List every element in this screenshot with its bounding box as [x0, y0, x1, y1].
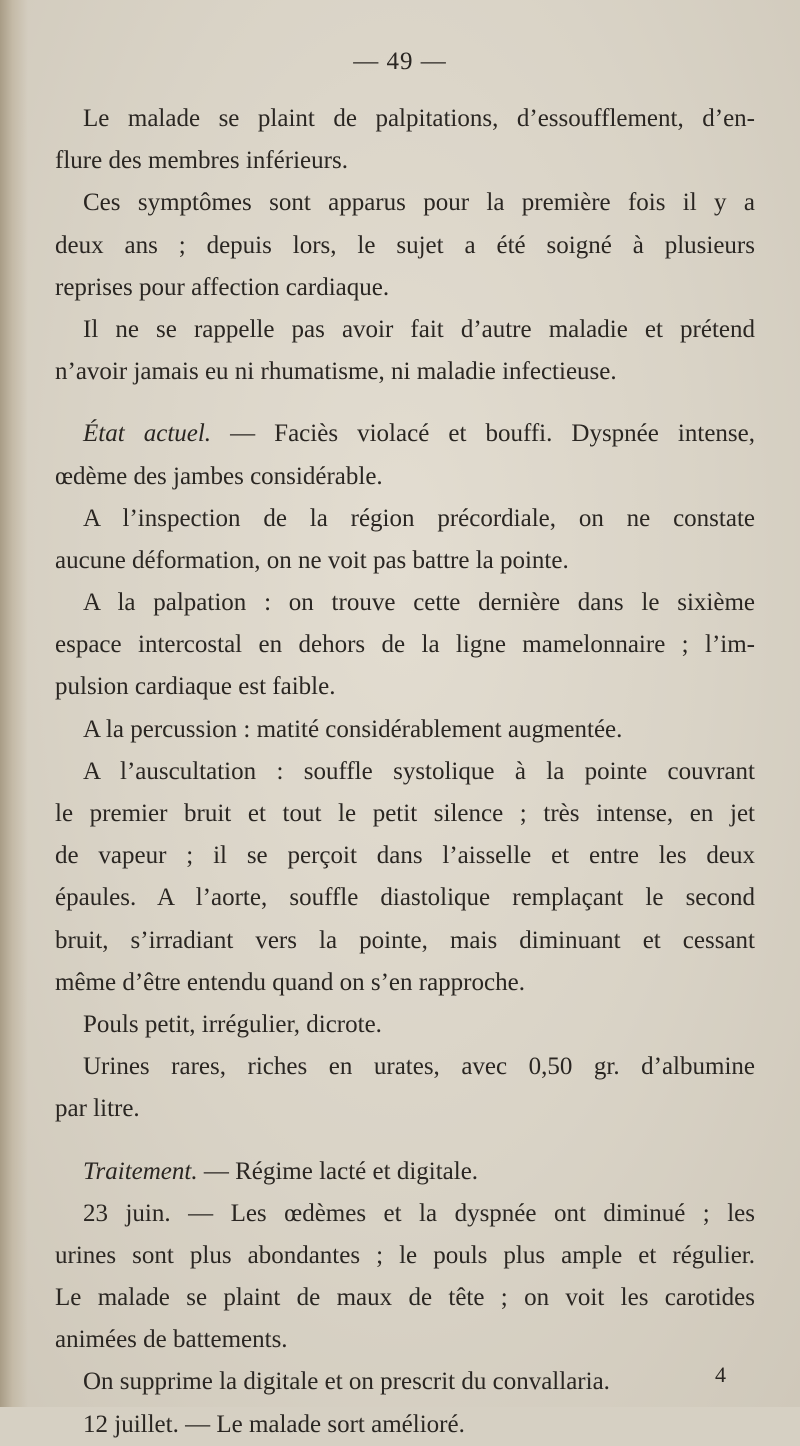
text-line: Le malade se plaint de maux de tête ; on voit les carotides: [55, 1284, 755, 1312]
text-line: épaules. A l’aorte, souffle diastolique remplaçant le second: [55, 884, 755, 912]
text-line: bruit, s’irradiant vers la pointe, mais diminuant et cessant: [55, 926, 755, 954]
text-line: même d’être entendu quand on s’en rapproche.: [55, 968, 525, 996]
text-line: 12 juillet. — Le malade sort amélioré.: [83, 1410, 465, 1438]
text-line: œdème des jambes considérable.: [55, 462, 383, 490]
text-line: urines sont plus abondantes ; le pouls plus ample et régulier.: [55, 1241, 755, 1269]
text-line: A l’auscultation : souffle systolique à la pointe couvrant: [83, 757, 755, 785]
text-line: A la palpation : on trouve cette dernière dans le sixième: [83, 589, 755, 617]
signature-mark: 4: [715, 1362, 726, 1387]
text-line: Il ne se rappelle pas avoir fait d’autre maladie et prétend: [83, 315, 755, 343]
text-line: par litre.: [55, 1095, 140, 1123]
text-line: deux ans ; depuis lors, le sujet a été soigné à plusieurs: [55, 231, 755, 259]
text-line: Ces symptômes sont apparus pour la première fois il y a: [83, 189, 755, 217]
section-heading: État actuel.: [83, 420, 212, 448]
binding-gutter: [0, 0, 28, 1407]
text-line: de vapeur ; il se perçoit dans l’aisselle et entre les deux: [55, 842, 755, 870]
section-heading: Traitement.: [83, 1157, 198, 1185]
text-line: [55, 413, 755, 455]
text-line: espace intercostal en dehors de la ligne mamelonnaire ; l’im-: [55, 631, 755, 659]
text-line: A l’inspection de la région précordiale, on ne constate: [83, 504, 755, 532]
text-line: reprises pour affection cardiaque.: [55, 273, 390, 301]
text-run: — Faciès violacé et bouffi. Dyspnée intense,: [211, 420, 755, 448]
text-line: aucune déformation, on ne voit pas battre la pointe.: [55, 546, 569, 574]
text-line: Pouls petit, irrégulier, dicrote.: [83, 1010, 382, 1038]
text-line: Urines rares, riches en urates, avec 0,50 gr. d’albumine: [83, 1053, 755, 1081]
text-line: On supprime la digitale et on prescrit du convallaria.: [83, 1368, 610, 1396]
text-line: le premier bruit et tout le petit silence ; très intense, en jet: [55, 800, 755, 827]
text-line: [55, 1151, 755, 1193]
page-number: — 49 —: [353, 48, 447, 75]
body-text: [55, 98, 755, 1446]
text-line: flure des membres inférieurs.: [55, 147, 348, 175]
text-line: 23 juin. — Les œdèmes et la dyspnée ont diminué ; les: [83, 1199, 755, 1227]
section-gap: [55, 393, 755, 413]
text-line: A la percussion : matité considérablement augmentée.: [83, 715, 623, 743]
section-gap: [55, 1131, 755, 1151]
text-line: Le malade se plaint de palpitations, d’essoufflement, d’en-: [83, 105, 755, 132]
text-line: pulsion cardiaque est faible.: [55, 673, 336, 701]
text-run: — Régime lacté et digitale.: [197, 1157, 479, 1185]
text-line: n’avoir jamais eu ni rhumatisme, ni maladie infectieuse.: [55, 358, 617, 386]
text-line: animées de battements.: [55, 1326, 288, 1354]
